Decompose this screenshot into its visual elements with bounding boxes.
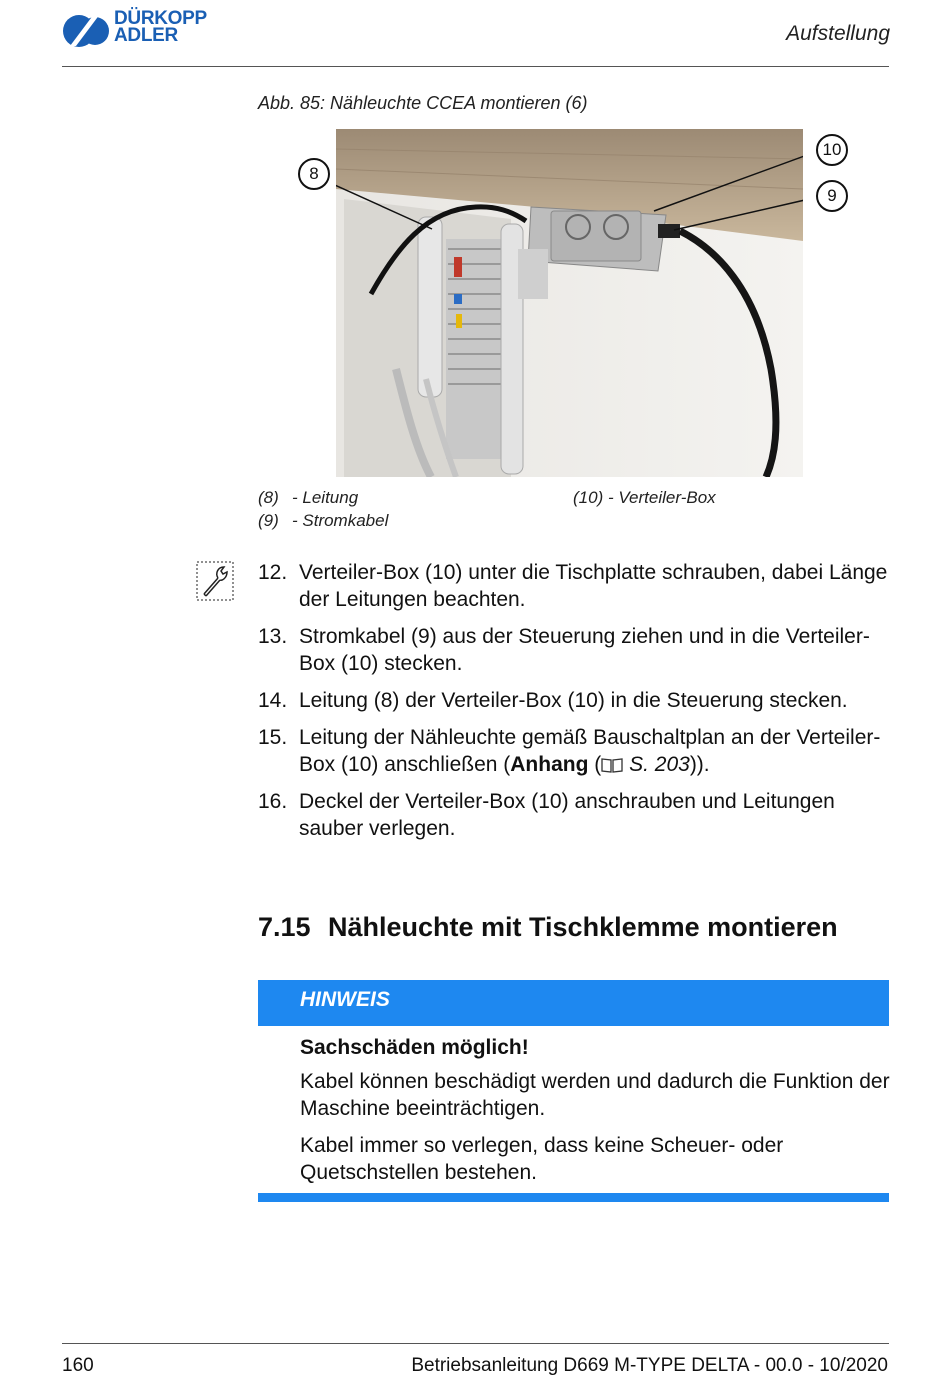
notice-heading: Sachschäden möglich! <box>300 1036 529 1059</box>
legend-label: - Verteiler-Box <box>607 488 716 507</box>
legend-label: - Leitung <box>292 488 359 507</box>
step-item <box>258 559 898 613</box>
step-number: 16. <box>258 790 288 813</box>
legend-item <box>258 511 388 531</box>
appendix-link[interactable]: Anhang <box>510 753 589 776</box>
step-number: 13. <box>258 625 288 648</box>
notice-paragraph: Kabel immer so verlegen, dass keine Scheuer- oder Quetschstellen bestehen. <box>300 1134 784 1184</box>
step-text: ( <box>588 753 602 776</box>
book-icon <box>601 757 623 773</box>
instruction-steps <box>258 559 898 852</box>
page-reference[interactable]: S. 203 <box>629 753 690 776</box>
header-divider <box>62 66 889 67</box>
legend-item <box>258 488 358 508</box>
legend-num: (8) <box>258 488 279 507</box>
footer-divider <box>62 1343 889 1344</box>
document-title: Betriebsanleitung D669 M-TYPE DELTA - 00.0 - 10/2020 <box>411 1355 888 1376</box>
step-text: Leitung (8) der Verteiler-Box (10) in die Steuerung stecken. <box>299 689 848 712</box>
step-item <box>258 724 898 778</box>
page-number: 160 <box>62 1355 94 1376</box>
header-section-title: Aufstellung <box>786 22 890 45</box>
step-text: Verteiler-Box (10) unter die Tischplatte schrauben, dabei Länge der Leitungen beachten. <box>299 561 888 611</box>
notice-label: HINWEIS <box>300 988 390 1011</box>
brand-name <box>114 10 207 44</box>
notice-bottom-rule <box>258 1193 889 1202</box>
wrench-icon <box>196 561 234 601</box>
figure-caption: Abb. 85: Nähleuchte CCEA montieren (6) <box>258 93 588 113</box>
step-text: Deckel der Verteiler-Box (10) anschrauben und Leitungen sauber verlegen. <box>299 790 835 840</box>
legend-item <box>573 488 716 508</box>
notice-paragraph: Kabel können beschädigt werden und dadurch die Funktion der Maschine beeinträchtigen. <box>300 1070 890 1120</box>
logo-mark-icon <box>62 10 110 52</box>
legend-num: (10) <box>573 488 604 507</box>
section-number: 7.15 <box>258 912 311 942</box>
step-number: 14. <box>258 689 288 712</box>
legend-label: - Stromkabel <box>292 511 389 530</box>
callout-8: 8 <box>298 158 330 190</box>
step-text: Stromkabel (9) aus der Steuerung ziehen und in die Verteiler-Box (10) stecken. <box>299 625 870 675</box>
figure-photo <box>336 129 803 477</box>
callout-10: 10 <box>816 134 848 166</box>
step-item <box>258 687 898 714</box>
brand-logo <box>62 10 232 52</box>
step-item <box>258 623 898 677</box>
step-item <box>258 788 898 842</box>
step-number: 12. <box>258 561 288 584</box>
step-text: Leitung der Nähleuchte gemäß Bauschaltplan an der Verteiler-Box (10) anschließen ( <box>299 726 881 776</box>
section-title: Nähleuchte mit Tischklemme montieren <box>328 912 838 942</box>
section-heading <box>258 912 838 943</box>
step-text: )). <box>689 753 710 776</box>
brand-line2: ADLER <box>114 25 178 46</box>
legend-num: (9) <box>258 511 279 530</box>
callout-9: 9 <box>816 180 848 212</box>
brand-line1: DÜRKOPP <box>114 8 207 29</box>
step-number: 15. <box>258 726 288 749</box>
